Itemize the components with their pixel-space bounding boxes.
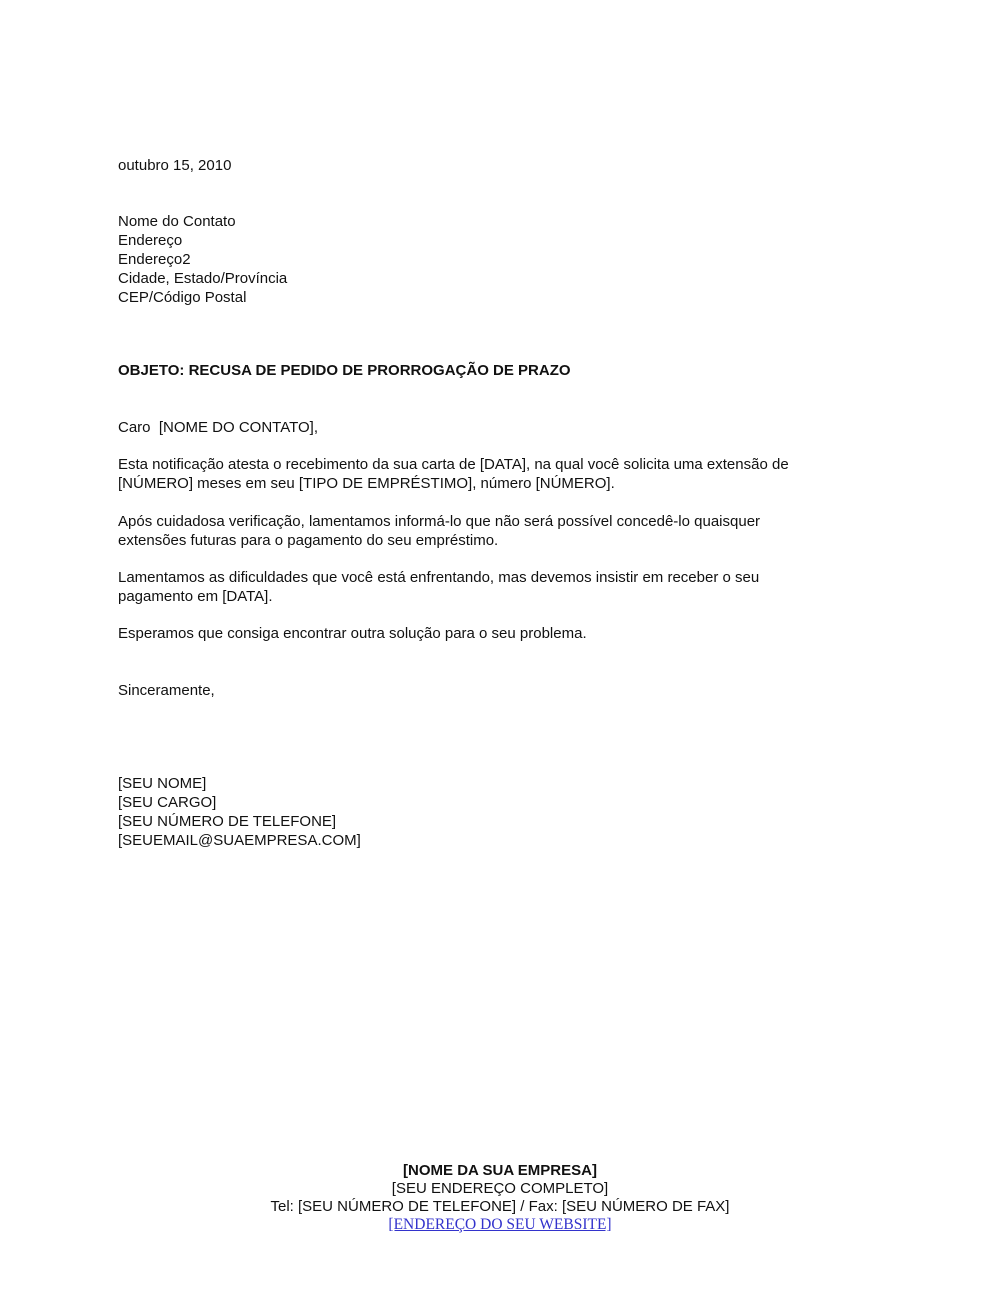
signature-email-line: [SEUEMAIL@SUAEMPRESA.COM] bbox=[118, 832, 361, 849]
letter-date: outubro 15, 2010 bbox=[118, 157, 232, 174]
website-link[interactable]: [ENDEREÇO DO SEU WEBSITE] bbox=[388, 1216, 612, 1233]
body-paragraph-2: Após cuidadosa verificação, lamentamos informá-lo que não será possível concedê-lo quaisquer extensões futuras para o pagamento do seu empréstimo. bbox=[118, 513, 761, 549]
body-paragraph-3: Lamentamos as dificuldades que você está enfrentando, mas devemos insistir em receber o seu pagamento em [DATA]. bbox=[118, 569, 760, 605]
signature-name-line: [SEU NOME] bbox=[118, 775, 207, 792]
footer-company-name: [NOME DA SUA EMPRESA] bbox=[403, 1162, 597, 1179]
letter-footer bbox=[0, 1162, 1000, 1234]
recipient-name-line: Nome do Contato bbox=[118, 213, 236, 230]
body-paragraph-1: Esta notificação atesta o recebimento da sua carta de [DATA], na qual você solicita uma extensão de [NÚMERO] meses em seu [TIPO DE EMPRÉSTIMO], número [NÚMERO]. bbox=[118, 456, 789, 492]
subject-line: OBJETO: RECUSA DE PEDIDO DE PRORROGAÇÃO DE PRAZO bbox=[118, 362, 571, 379]
footer-company-address: [SEU ENDEREÇO COMPLETO] bbox=[391, 1180, 609, 1197]
signature-block bbox=[118, 774, 361, 850]
recipient-address-block bbox=[118, 212, 287, 307]
recipient-postal-line: CEP/Código Postal bbox=[118, 289, 247, 306]
recipient-city-line: Cidade, Estado/Província bbox=[118, 270, 288, 287]
recipient-address-line1: Endereço bbox=[118, 232, 183, 249]
recipient-address-line2: Endereço2 bbox=[118, 251, 191, 268]
signature-phone-line: [SEU NÚMERO DE TELEFONE] bbox=[118, 813, 337, 830]
body-paragraph-4: Esperamos que consiga encontrar outra solução para o seu problema. bbox=[118, 625, 587, 642]
signature-title-line: [SEU CARGO] bbox=[118, 794, 217, 811]
closing: Sinceramente, bbox=[118, 682, 215, 699]
footer-phone-fax: Tel: [SEU NÚMERO DE TELEFONE] / Fax: [SEU NÚMERO DE FAX] bbox=[270, 1198, 730, 1215]
salutation: Caro [NOME DO CONTATO], bbox=[118, 419, 319, 436]
